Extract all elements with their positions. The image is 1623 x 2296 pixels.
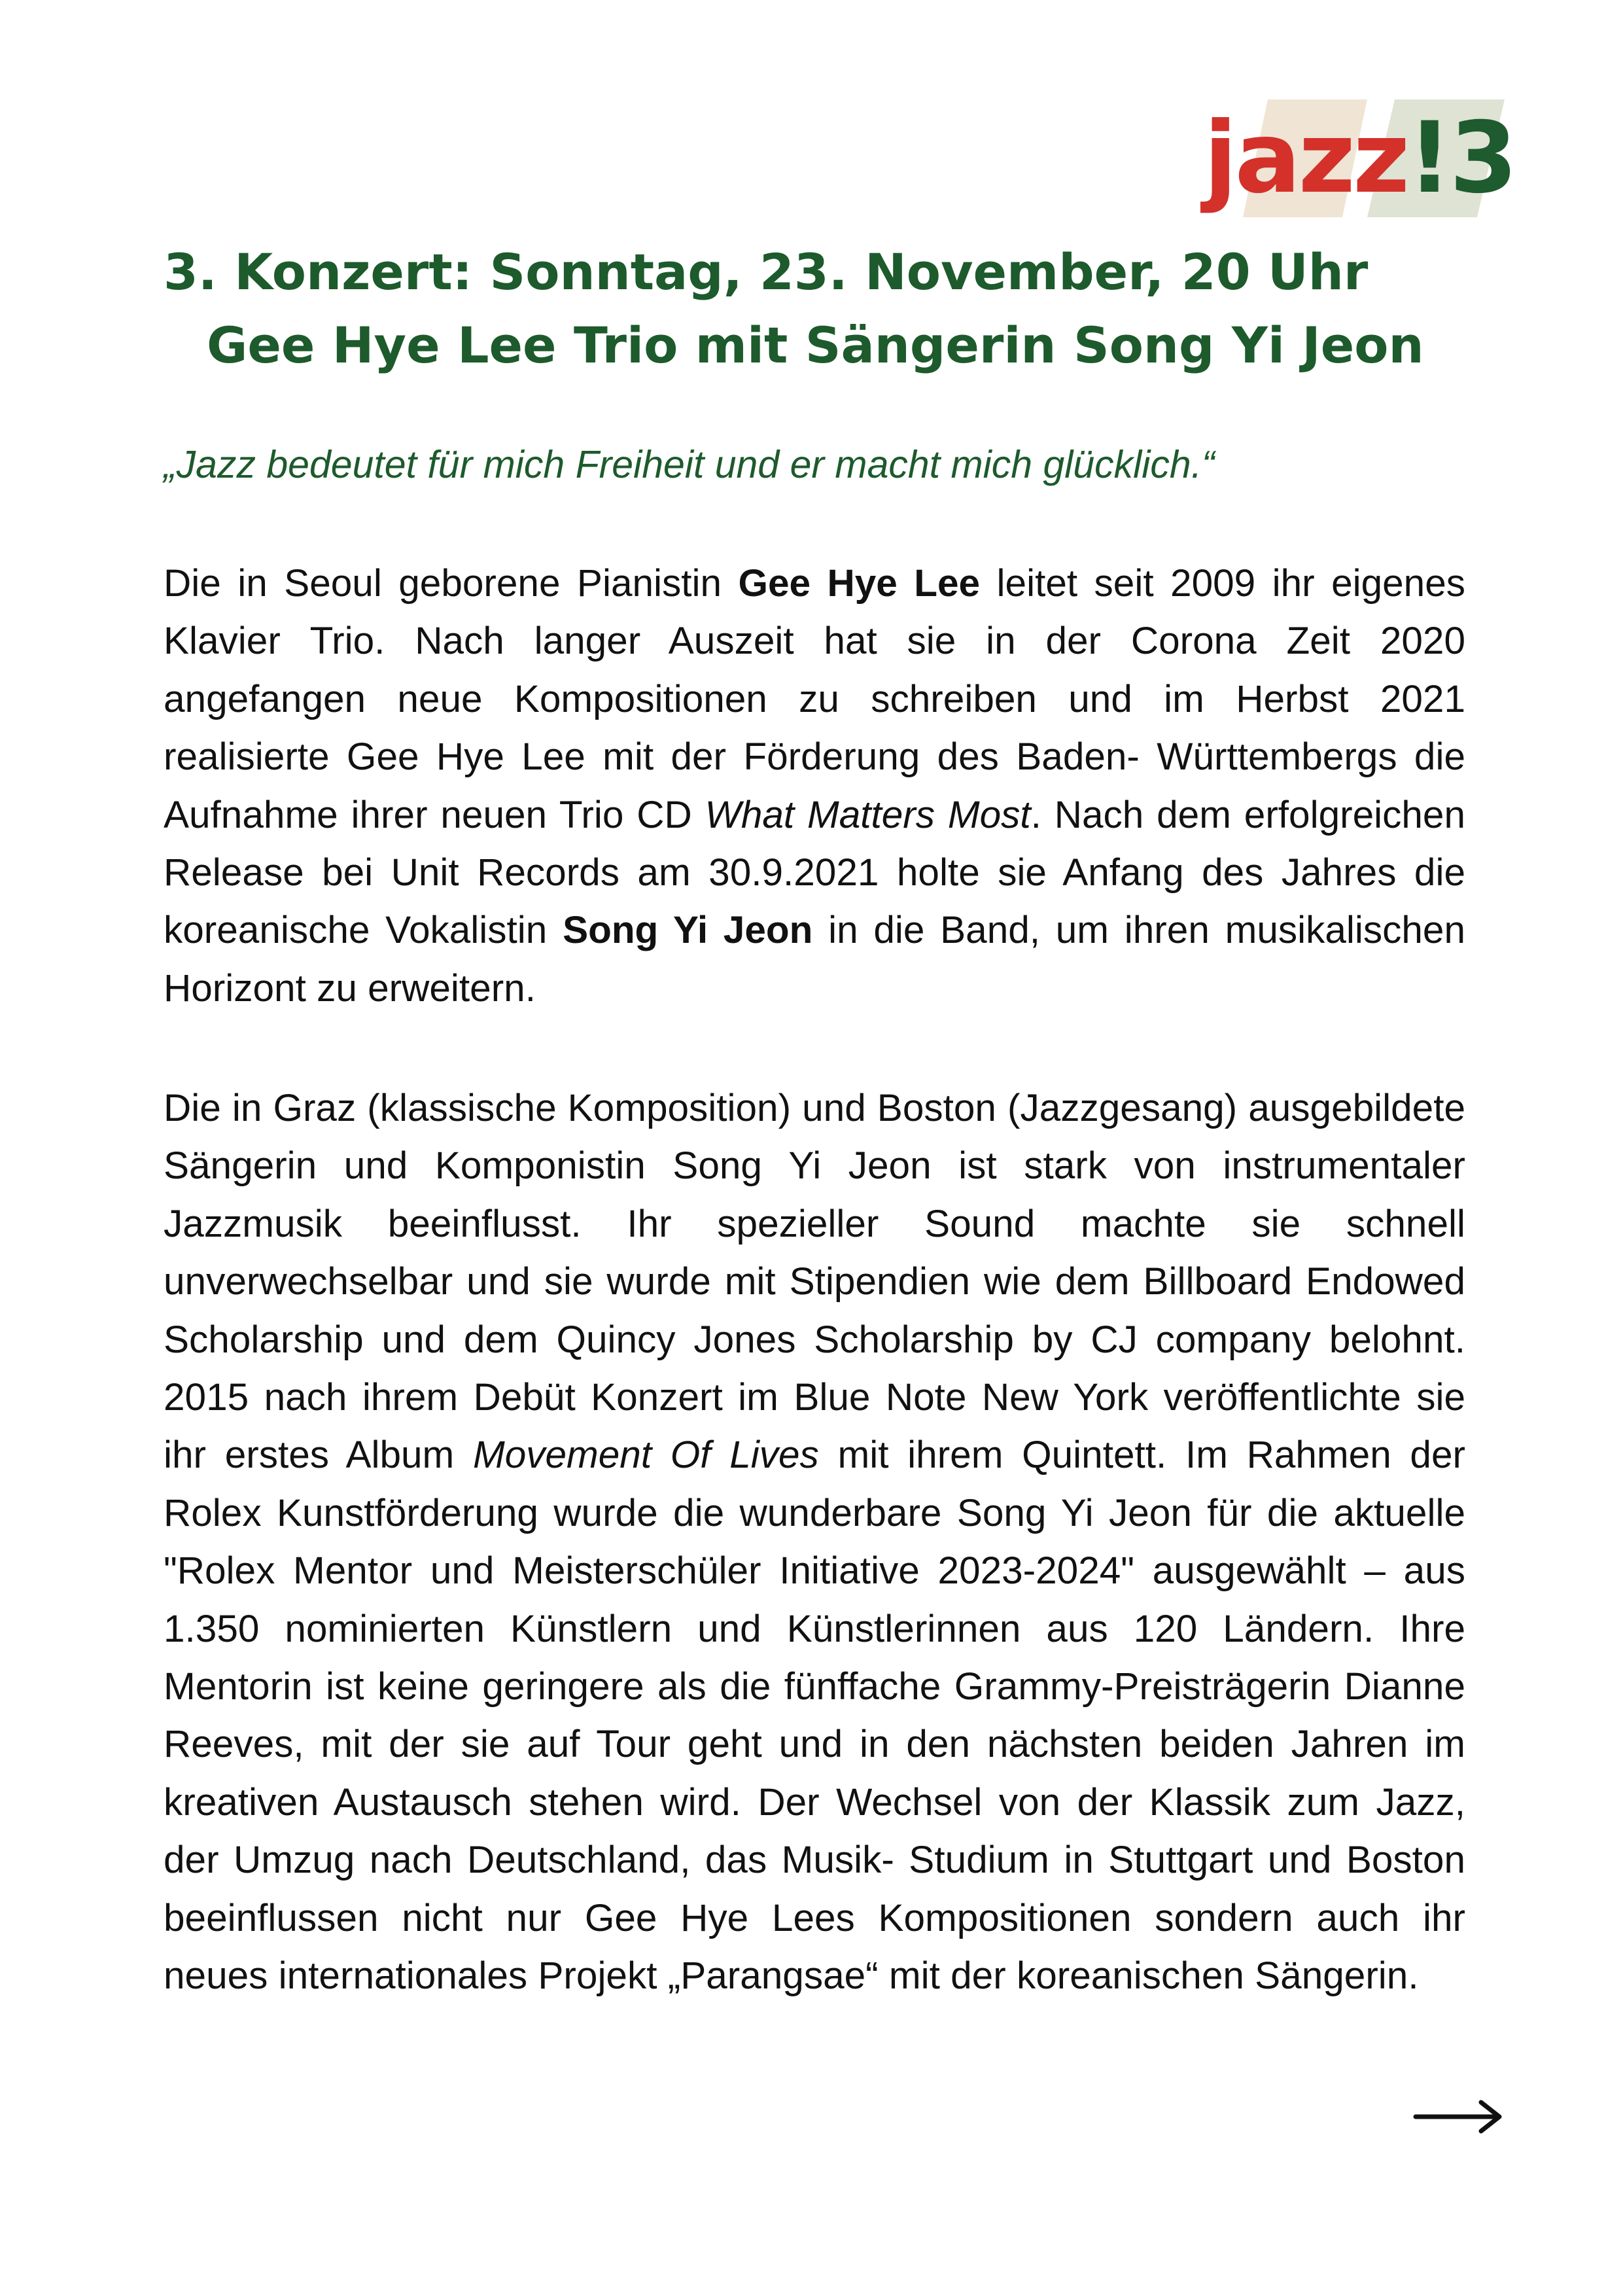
para1-bold-name-1: Gee Hye Lee	[738, 562, 981, 605]
jazz-logo	[1204, 98, 1516, 219]
para1-text-2: leitet seit 2009 ihr eigenes Klavier Trio. Nach langer Auszeit hat sie in der Corona Zeit 2020 angefangen neue Kompositionen zu schreiben und im Herbst 2021 realisierte Gee Hye Lee mit der Förderung des Baden- Württembergs die Aufnahme ihrer neuen Trio CD	[164, 562, 1465, 836]
concert-artist-line: Gee Hye Lee Trio mit Sängerin Song Yi Jeon	[207, 316, 1424, 374]
para1-album-title: What Matters Most	[705, 793, 1031, 836]
para2-text-1: Die in Graz (klassische Komposition) und Boston (Jazzgesang) ausgebildete Sängerin und Komponistin Song Yi Jeon ist stark von instrumentaler Jazzmusik beeinflusst. Ihr spezieller Sound machte sie schnell unverwechselbar und sie wurde mit Stipendien wie dem Billboard Endowed Scholarship und dem Quincy Jones Scholarship by CJ company belohnt. 2015 nach ihrem Debüt Konzert im Blue Note New York veröffentlichte sie ihr erstes Album	[164, 1087, 1465, 1477]
logo-text-jazz: jazz	[1204, 101, 1408, 215]
concert-date-line: 3. Konzert: Sonntag, 23. November, 20 Uhr	[164, 243, 1369, 301]
arrow-right-icon[interactable]	[1413, 2097, 1505, 2136]
para2-text-2: mit ihrem Quintett. Im Rahmen der Rolex Kunstförderung wurde die wunderbare Song Yi Jeon für die aktuelle "Rolex Mentor und Meisterschüler Initiative 2023-2024" ausgewählt – aus 1.350 nominierten Künstlern und Künstlerinnen aus 120 Ländern. Ihre Mentorin ist keine geringere als die fünffache Grammy-Preisträgerin Dianne Reeves, mit der sie auf Tour geht und in den nächsten beiden Jahren im kreativen Austausch stehen wird. Der Wechsel von der Klassik zum Jazz, der Umzug nach Deutschland, das Musik- Studium in Stuttgart und Boston beeinflussen nicht nur Gee Hye Lees Kompositionen sondern auch ihr neues internationales Projekt „Parangsae“ mit der koreanischen Sängerin.	[164, 1434, 1465, 1998]
para2-album-title: Movement Of Lives	[472, 1434, 819, 1477]
concert-heading	[164, 236, 1472, 382]
para1-bold-name-2: Song Yi Jeon	[563, 909, 813, 952]
para1-text-3: . Nach dem erfolgreichen Release bei Unit Records am 30.9.2021 holte sie Anfang des Jahres die koreanische Vokalistin	[164, 793, 1465, 952]
para1-text-4: in die Band, um ihren musikalischen Horizont zu erweitern.	[164, 909, 1465, 1010]
para1-text-1: Die in Seoul geborene Pianistin	[164, 562, 739, 605]
bio-paragraph-2	[164, 1080, 1465, 2005]
logo-text-number: 3	[1449, 101, 1516, 215]
artist-quote: „Jazz bedeutet für mich Freiheit und er macht mich glücklich.“	[164, 443, 1215, 486]
logo-wordmark	[1204, 98, 1515, 219]
bio-paragraph-1	[164, 555, 1465, 1017]
logo-text-mark: !	[1407, 101, 1450, 215]
